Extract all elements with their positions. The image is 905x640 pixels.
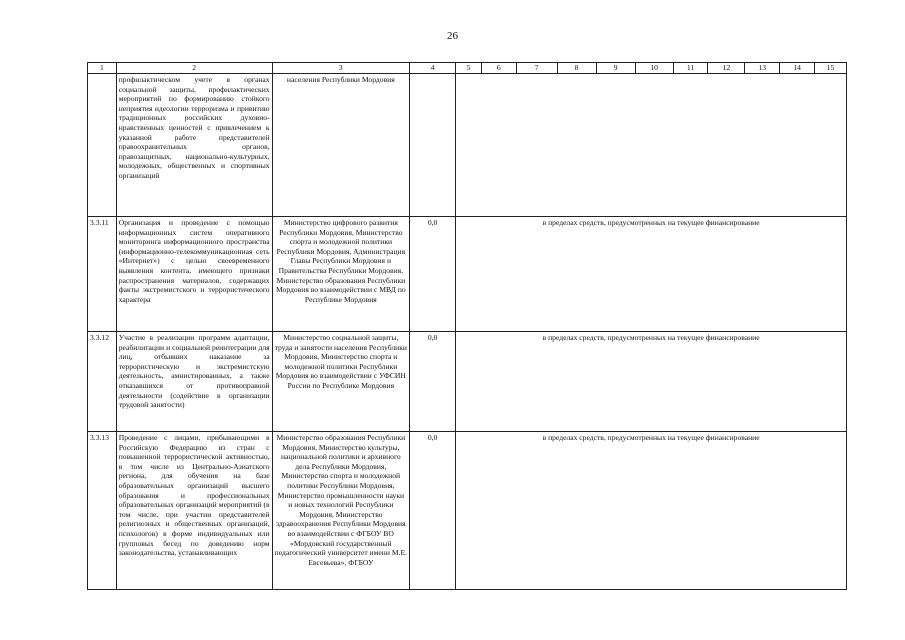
column-header: 3 — [272, 63, 409, 74]
column-header: 6 — [481, 63, 516, 74]
column-header: 15 — [815, 63, 847, 74]
table-row — [88, 74, 847, 217]
column-header: 11 — [673, 63, 708, 74]
column-header: 1 — [88, 63, 117, 74]
page-bottom-margin — [0, 597, 905, 640]
item-number: 3.3.12 — [88, 332, 117, 432]
column-header: 5 — [456, 63, 482, 74]
column-header: 8 — [557, 63, 596, 74]
table-row — [88, 432, 847, 590]
item-amount: 0,0 — [410, 332, 456, 432]
column-header: 7 — [516, 63, 557, 74]
item-funding: в пределах средств, предусмотренных на текущее финансирование — [456, 432, 847, 590]
item-funding: в пределах средств, предусмотренных на текущее финансирование — [456, 332, 847, 432]
item-executors: Министерство образования Республики Мордовия, Министерство культуры, национальной политики и архивного дела Республики Мордовия, Министерство спорта и молодежной политики Республики Мордовия, Министерство промышленности науки и новых технологий Республики Мордовия, Министерство здравоохранения Республики Мордовия во взаимодействии с ФГБОУ ВО «Мордовский государственный педагогический университет имени М.Е. Евсевьева», ФГБОУ — [272, 432, 409, 590]
column-header: 14 — [780, 63, 815, 74]
column-number-row — [88, 63, 847, 74]
item-description: Участие в реализации программ адаптации, реабилитации и социальной реинтеграции для лиц, отбывших наказание за террористическую и экстремистскую деятельность, амнистированных, а также отказавшихся от противоправной деятельности (содействие в организации трудовой занятости) — [116, 332, 272, 432]
item-description: профилактическом учете в органах социальной защиты, профилактических мероприятий по формированию стойкого неприятия идеологии терроризма и привитию традиционных российских духовно-нравственных ценностей с привлечением к указанной работе представителей правоохранительных органов, правозащитных, национально-культурных, молодежных, общественных и спортивных организаций — [116, 74, 272, 217]
column-header: 10 — [635, 63, 673, 74]
item-number: 3.3.11 — [88, 217, 117, 332]
item-executors: населения Республики Мордовия — [272, 74, 409, 217]
item-amount: 0,0 — [410, 432, 456, 590]
page-number: 26 — [447, 30, 458, 42]
column-header: 9 — [596, 63, 635, 74]
item-description: Организация и проведение с помощью информационных систем оперативного мониторинга информационного пространства (информационно-телекоммуникационная сеть «Интернет») с целью своевременного выявления контента, имеющего признаки распространения материалов, содержащих факты экстремистского и террористического характера — [116, 217, 272, 332]
table-row — [88, 332, 847, 432]
item-amount: 0,0 — [410, 217, 456, 332]
column-header: 13 — [745, 63, 780, 74]
item-funding: в пределах средств, предусмотренных на текущее финансирование — [456, 217, 847, 332]
item-description: Проведение с лицами, прибывающими в Российскую Федерацию из стран с повышенной террористической активностью, в том числе из Центрально-Азиатского региона, для обучения на базе образовательных организаций высшего образования и профессиональных образовательных организаций мероприятий (в том числе, при участии представителей религиозных и общественных организаций, психологов) в форме индивидуальных или групповых бесед по доведению норм законодательства, устанавливающих — [116, 432, 272, 590]
item-amount — [410, 74, 456, 217]
table-row — [88, 217, 847, 332]
column-header: 2 — [116, 63, 272, 74]
item-number: 3.3.13 — [88, 432, 117, 590]
item-executors: Министерство социальной защиты, труда и занятости населения Республики Мордовия, Министерство спорта и молодежной политики Республики Мордовия во взаимодействии с УФСИН России по Республике Мордовия — [272, 332, 409, 432]
column-header: 12 — [708, 63, 745, 74]
program-table — [87, 62, 847, 590]
item-executors: Министерство цифрового развития Республики Мордовия, Министерство спорта и молодежной политики Республики Мордовия, Администрация Главы Республики Мордовия и Правительства Республики Мордовия, Министерство образования Республики Мордовия во взаимодействии с МВД по Республике Мордовия — [272, 217, 409, 332]
item-number — [88, 74, 117, 217]
column-header: 4 — [410, 63, 456, 74]
item-funding — [456, 74, 847, 217]
